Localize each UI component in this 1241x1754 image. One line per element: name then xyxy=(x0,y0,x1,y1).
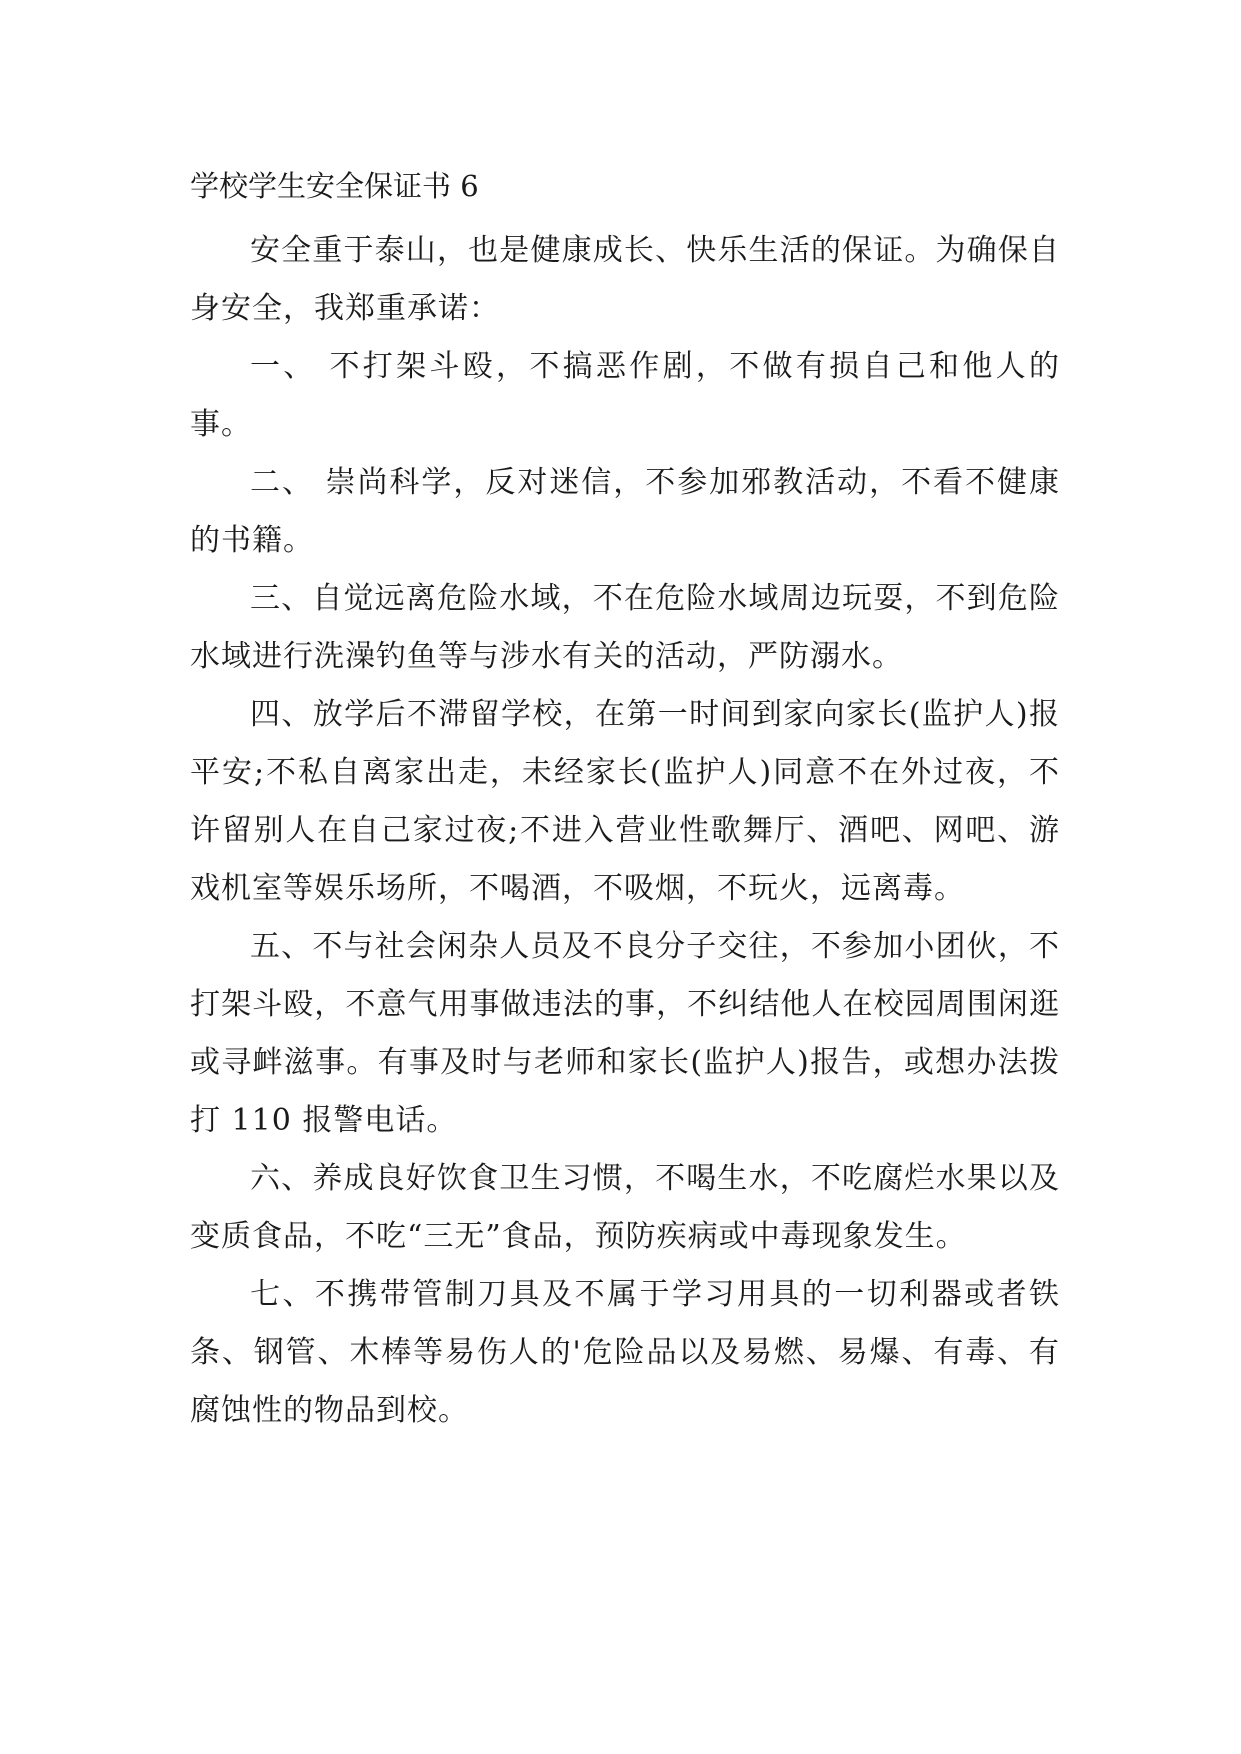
paragraph-item-1: 一、 不打架斗殴，不搞恶作剧，不做有损自己和他人的事。 xyxy=(190,349,1060,442)
paragraph-item-5: 五、不与社会闲杂人员及不良分子交往，不参加小团伙，不打架斗殴，不意气用事做违法的事，不纠结他人在校园周围闲逛或寻衅滋事。有事及时与老师和家长(监护人)报告，或想办法拨打 110 报警电话。 xyxy=(190,929,1060,1138)
paragraph-item-6: 六、养成良好饮食卫生习惯，不喝生水，不吃腐烂水果以及变质食品，不吃“三无”食品，预防疾病或中毒现象发生。 xyxy=(190,1161,1060,1254)
paragraph-item-2: 二、 崇尚科学，反对迷信，不参加邪教活动，不看不健康的书籍。 xyxy=(190,465,1060,558)
paragraph-item-4: 四、放学后不滞留学校，在第一时间到家向家长(监护人)报平安;不私自离家出走，未经家长(监护人)同意不在外过夜，不许留别人在自己家过夜;不进入营业性歌舞厅、酒吧、网吧、游戏机室等娱乐场所，不喝酒，不吸烟，不玩火，远离毒。 xyxy=(190,697,1060,906)
paragraph-item-7: 七、不携带管制刀具及不属于学习用具的一切利器或者铁条、钢管、木棒等易伤人的'危险品以及易燃、易爆、有毒、有腐蚀性的物品到校。 xyxy=(190,1277,1060,1428)
document-body xyxy=(190,222,1060,1440)
paragraph-item-3: 三、自觉远离危险水域，不在危险水域周边玩耍，不到危险水域进行洗澡钓鱼等与涉水有关的活动，严防溺水。 xyxy=(190,581,1060,674)
document-title: 学校学生安全保证书 6 xyxy=(190,169,479,203)
paragraph-intro: 安全重于泰山，也是健康成长、快乐生活的保证。为确保自身安全，我郑重承诺： xyxy=(190,233,1060,326)
